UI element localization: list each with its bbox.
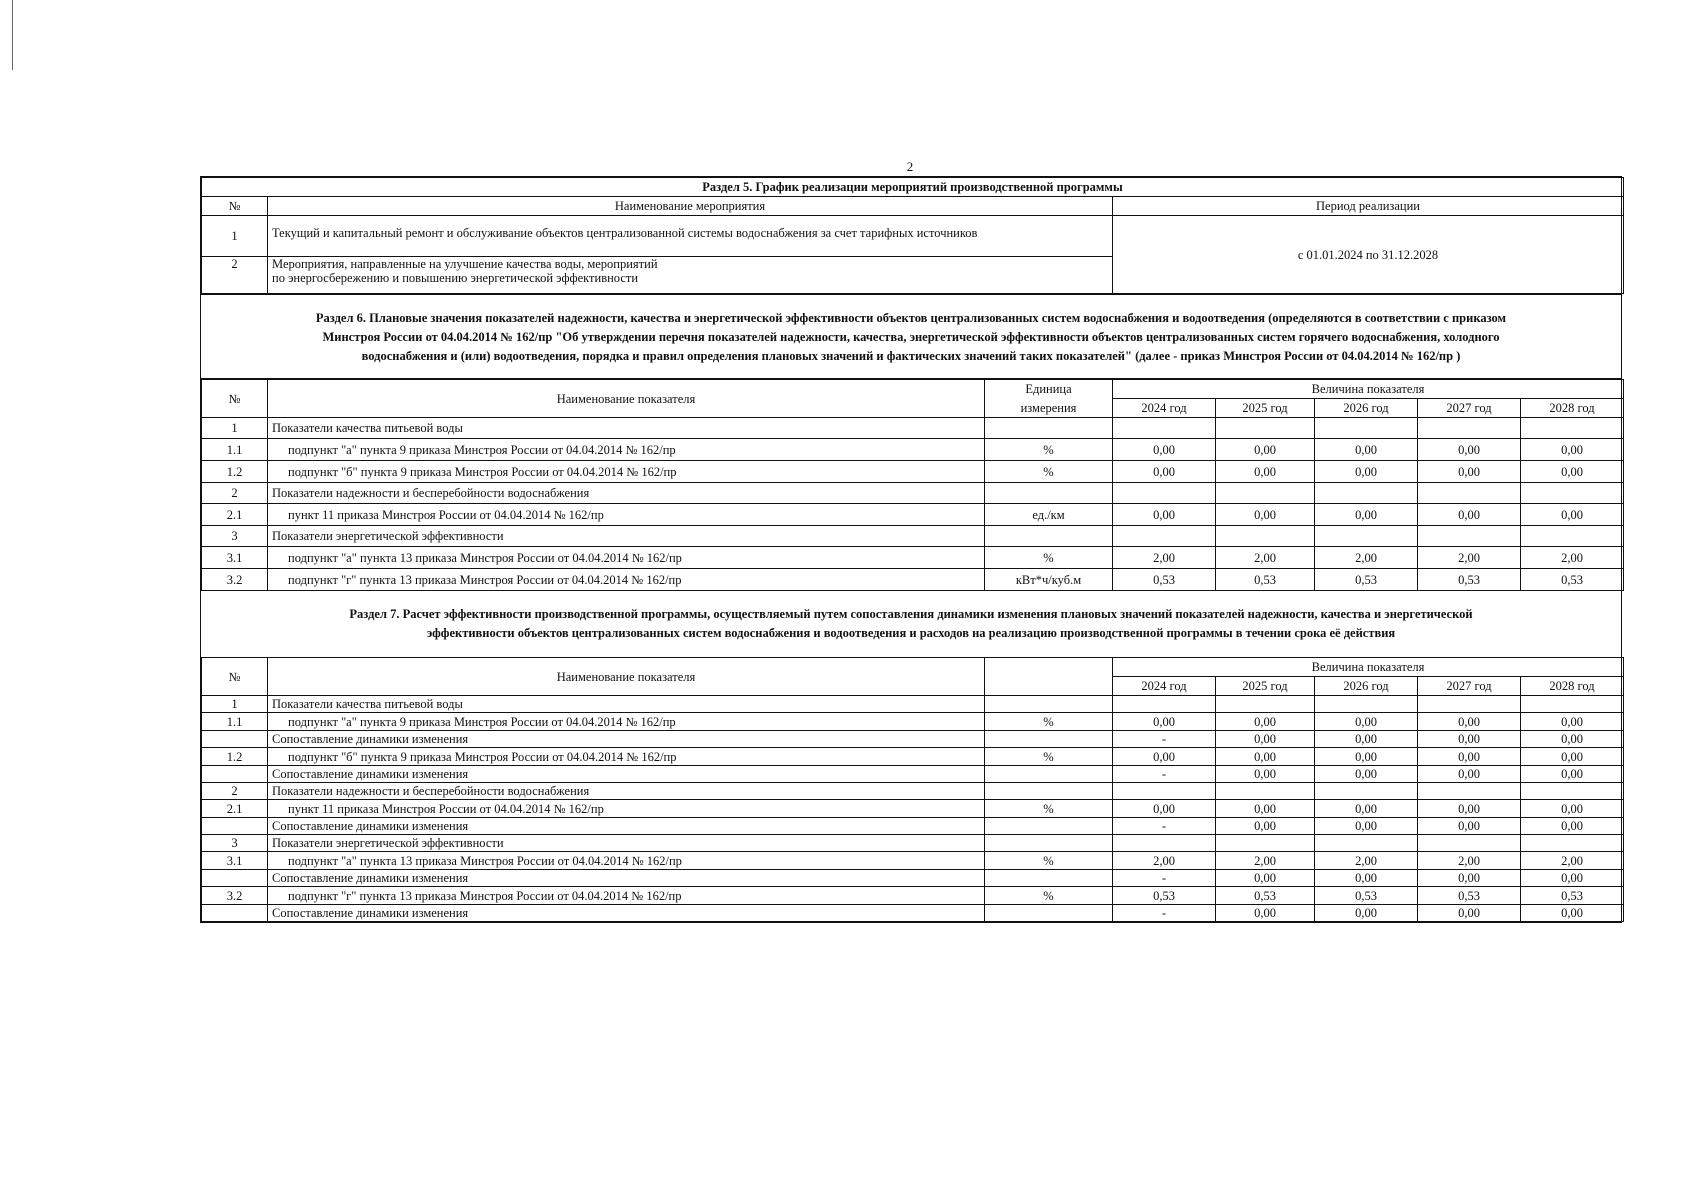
- section6-title-line3: водоснабжения и (или) водоотведения, порядка и правил определения плановых значений и фактических значений таких показателей" (далее - приказ Минстроя России от 04.04.2014 № 162/пр ): [361, 349, 1461, 363]
- indicator-value: [1521, 783, 1624, 800]
- indicator-value: 0,53: [1315, 887, 1418, 905]
- indicator-value: 2,00: [1418, 547, 1521, 569]
- section6-header-unit-line1: Единица: [985, 380, 1113, 399]
- indicator-unit: %: [985, 439, 1113, 461]
- indicator-value: 0,00: [1418, 870, 1521, 887]
- indicator-name: подпункт "а" пункта 9 приказа Минстроя России от 04.04.2014 № 162/пр: [268, 713, 985, 731]
- indicator-value: [1113, 783, 1216, 800]
- section6-header-row-1: [202, 380, 1624, 399]
- indicator-unit: ед./км: [985, 504, 1113, 526]
- section7-header-num: №: [202, 658, 268, 696]
- section6-header-year: 2024 год: [1113, 399, 1216, 418]
- indicator-name: пункт 11 приказа Минстроя России от 04.04.2014 № 162/пр: [268, 504, 985, 526]
- indicator-value: 2,00: [1113, 852, 1216, 870]
- indicator-value: 0,00: [1216, 800, 1315, 818]
- indicator-unit: [985, 835, 1113, 852]
- table-row: [202, 483, 1624, 504]
- indicator-value: 0,53: [1521, 887, 1624, 905]
- binding-margin-line: [12, 0, 13, 70]
- section5-header-row: [202, 197, 1624, 216]
- indicator-value: [1418, 526, 1521, 547]
- table-row: [202, 800, 1624, 818]
- indicator-value: 0,00: [1315, 766, 1418, 783]
- section7-title-line1: Раздел 7. Расчет эффективности производственной программы, осуществляемый путем сопоставления динамики изменения плановых значений показателей надежности, качества и энергетической: [349, 607, 1473, 621]
- table-row: [202, 835, 1624, 852]
- indicator-value: 0,00: [1418, 439, 1521, 461]
- indicator-name: подпункт "г" пункта 13 приказа Минстроя России от 04.04.2014 № 162/пр: [268, 887, 985, 905]
- indicator-value: 0,00: [1315, 800, 1418, 818]
- indicator-unit: [985, 731, 1113, 748]
- indicator-value: 0,53: [1216, 569, 1315, 591]
- indicator-name: подпункт "а" пункта 13 приказа Минстроя России от 04.04.2014 № 162/пр: [268, 547, 985, 569]
- indicator-name: Показатели энергетической эффективности: [268, 526, 985, 547]
- indicator-value: 0,00: [1113, 800, 1216, 818]
- table-row: [202, 526, 1624, 547]
- indicator-value: [1521, 835, 1624, 852]
- indicator-value: 0,00: [1418, 713, 1521, 731]
- table-row: [202, 418, 1624, 439]
- indicator-value: 0,00: [1315, 748, 1418, 766]
- indicator-value: [1216, 835, 1315, 852]
- indicator-value: [1521, 696, 1624, 713]
- indicator-value: [1418, 483, 1521, 504]
- indicator-value: 0,00: [1521, 870, 1624, 887]
- section7-header-year: 2027 год: [1418, 677, 1521, 696]
- indicator-value: -: [1113, 870, 1216, 887]
- indicator-name: подпункт "а" пункта 13 приказа Минстроя России от 04.04.2014 № 162/пр: [268, 852, 985, 870]
- section7-header-year: 2026 год: [1315, 677, 1418, 696]
- indicator-value: 0,00: [1521, 439, 1624, 461]
- row-number: 3.1: [202, 547, 268, 569]
- section6-header-value: Величина показателя: [1113, 380, 1624, 399]
- indicator-value: 0,53: [1418, 887, 1521, 905]
- indicator-name: Сопоставление динамики изменения: [268, 905, 985, 922]
- row-number: [202, 905, 268, 922]
- indicator-unit: [985, 483, 1113, 504]
- indicator-value: 0,00: [1418, 766, 1521, 783]
- indicator-value: 0,00: [1315, 905, 1418, 922]
- indicator-value: 0,00: [1521, 461, 1624, 483]
- indicator-value: [1315, 696, 1418, 713]
- row-number: 1: [202, 696, 268, 713]
- indicator-unit: %: [985, 713, 1113, 731]
- table-row: [202, 766, 1624, 783]
- indicator-name: подпункт "г" пункта 13 приказа Минстроя России от 04.04.2014 № 162/пр: [268, 569, 985, 591]
- indicator-value: [1216, 418, 1315, 439]
- indicator-unit: [985, 766, 1113, 783]
- indicator-value: [1216, 483, 1315, 504]
- indicator-value: -: [1113, 731, 1216, 748]
- indicator-value: 0,00: [1521, 748, 1624, 766]
- indicator-unit: [985, 696, 1113, 713]
- section6-header-name: Наименование показателя: [268, 380, 985, 418]
- table-row: [202, 818, 1624, 835]
- section5-row-name-line1: Мероприятия, направленные на улучшение качества воды, мероприятий: [272, 257, 658, 271]
- indicator-value: 0,00: [1315, 439, 1418, 461]
- row-number: 2.1: [202, 504, 268, 526]
- section5-header-period: Период реализации: [1113, 197, 1624, 216]
- section5-row-name: [268, 257, 1113, 294]
- row-number: [202, 870, 268, 887]
- section7-header-year: 2024 год: [1113, 677, 1216, 696]
- row-number: 2: [202, 783, 268, 800]
- indicator-value: 2,00: [1521, 852, 1624, 870]
- section7-header-name: Наименование показателя: [268, 658, 985, 696]
- table-row: [202, 731, 1624, 748]
- indicator-value: 0,53: [1216, 887, 1315, 905]
- section6-header-unit-line2: измерения: [985, 399, 1113, 418]
- indicator-value: 0,00: [1113, 713, 1216, 731]
- indicator-name: подпункт "а" пункта 9 приказа Минстроя России от 04.04.2014 № 162/пр: [268, 439, 985, 461]
- indicator-value: 0,00: [1113, 461, 1216, 483]
- section5-period-value: с 01.01.2024 по 31.12.2028: [1113, 216, 1624, 294]
- section7-header-unit: [985, 658, 1113, 696]
- indicator-unit: [985, 783, 1113, 800]
- indicator-value: [1216, 696, 1315, 713]
- row-number: 1.1: [202, 439, 268, 461]
- indicator-value: 0,00: [1315, 731, 1418, 748]
- section6-header-num: №: [202, 380, 268, 418]
- indicator-value: [1521, 526, 1624, 547]
- row-number: [202, 766, 268, 783]
- indicator-name: Показатели качества питьевой воды: [268, 696, 985, 713]
- indicator-unit: кВт*ч/куб.м: [985, 569, 1113, 591]
- indicator-name: Сопоставление динамики изменения: [268, 870, 985, 887]
- section5-row-name-line2: по энергосбережению и повышению энергетической эффективности: [272, 271, 639, 285]
- section6-header-year: 2028 год: [1521, 399, 1624, 418]
- row-number: [202, 731, 268, 748]
- indicator-value: 2,00: [1216, 852, 1315, 870]
- indicator-value: -: [1113, 766, 1216, 783]
- indicator-value: 0,00: [1216, 870, 1315, 887]
- indicator-value: [1521, 418, 1624, 439]
- row-number: 1: [202, 418, 268, 439]
- section7-header-year: 2028 год: [1521, 677, 1624, 696]
- indicator-value: [1418, 835, 1521, 852]
- indicator-name: Показатели энергетической эффективности: [268, 835, 985, 852]
- section5-header-num: №: [202, 197, 268, 216]
- indicator-value: 0,53: [1113, 887, 1216, 905]
- section6-header-year: 2025 год: [1216, 399, 1315, 418]
- indicator-value: [1113, 483, 1216, 504]
- indicator-value: 0,00: [1216, 439, 1315, 461]
- indicator-value: 0,00: [1216, 766, 1315, 783]
- table-row: [202, 748, 1624, 766]
- row-number: 3.2: [202, 887, 268, 905]
- indicator-value: [1418, 783, 1521, 800]
- indicator-value: 0,00: [1521, 818, 1624, 835]
- indicator-value: [1315, 483, 1418, 504]
- indicator-value: 0,53: [1315, 569, 1418, 591]
- indicator-name: Сопоставление динамики изменения: [268, 818, 985, 835]
- section6-title-line2: Минстроя России от 04.04.2014 № 162/пр "Об утверждении перечня показателей надежности, качества, энергетической эффективности объектов централизованных систем горячего водоснабжения, холодного: [322, 330, 1500, 344]
- section5-row-1: [202, 216, 1624, 257]
- indicator-value: 0,00: [1521, 504, 1624, 526]
- indicator-value: 0,00: [1216, 713, 1315, 731]
- indicator-value: -: [1113, 818, 1216, 835]
- indicator-value: 0,00: [1418, 905, 1521, 922]
- table-row: [202, 887, 1624, 905]
- row-number: 3.2: [202, 569, 268, 591]
- section5-title: Раздел 5. График реализации мероприятий производственной программы: [202, 178, 1624, 197]
- indicator-name: Сопоставление динамики изменения: [268, 766, 985, 783]
- indicator-value: 0,00: [1521, 766, 1624, 783]
- row-number: 3.1: [202, 852, 268, 870]
- table-row: [202, 569, 1624, 591]
- row-number: [202, 818, 268, 835]
- indicator-value: 0,00: [1418, 461, 1521, 483]
- table-row: [202, 713, 1624, 731]
- indicator-unit: [985, 905, 1113, 922]
- indicator-unit: [985, 870, 1113, 887]
- indicator-value: [1315, 783, 1418, 800]
- indicator-value: [1216, 526, 1315, 547]
- indicator-name: подпункт "б" пункта 9 приказа Минстроя России от 04.04.2014 № 162/пр: [268, 748, 985, 766]
- indicator-unit: [985, 418, 1113, 439]
- section7-header-year: 2025 год: [1216, 677, 1315, 696]
- table-row: [202, 504, 1624, 526]
- section6-header-year: 2027 год: [1418, 399, 1521, 418]
- indicator-value: 0,53: [1113, 569, 1216, 591]
- indicator-value: 2,00: [1418, 852, 1521, 870]
- table-row: [202, 905, 1624, 922]
- indicator-unit: %: [985, 887, 1113, 905]
- indicator-value: 0,00: [1315, 504, 1418, 526]
- indicator-value: 0,00: [1113, 439, 1216, 461]
- table-row: [202, 783, 1624, 800]
- indicator-unit: %: [985, 852, 1113, 870]
- indicator-value: 2,00: [1113, 547, 1216, 569]
- section7-title-line2: эффективности объектов централизованных систем водоснабжения и водоотведения и расходов на реализацию производственной программы в течении срока её действия: [426, 626, 1396, 640]
- indicator-value: [1418, 696, 1521, 713]
- indicator-unit: %: [985, 461, 1113, 483]
- section6-title: [201, 294, 1621, 379]
- indicator-value: [1216, 783, 1315, 800]
- section7-header-row-1: [202, 658, 1624, 677]
- indicator-value: [1113, 835, 1216, 852]
- section5-table: [201, 177, 1624, 294]
- indicator-value: 2,00: [1315, 547, 1418, 569]
- indicator-unit: %: [985, 800, 1113, 818]
- section5-row-num: 1: [202, 216, 268, 257]
- row-number: 2: [202, 483, 268, 504]
- page-number: 2: [906, 159, 914, 174]
- row-number: 1.2: [202, 461, 268, 483]
- indicator-value: 0,53: [1418, 569, 1521, 591]
- indicator-value: 0,00: [1113, 504, 1216, 526]
- indicator-name: Сопоставление динамики изменения: [268, 731, 985, 748]
- indicator-value: 0,00: [1418, 800, 1521, 818]
- table-row: [202, 547, 1624, 569]
- indicator-value: 0,00: [1216, 818, 1315, 835]
- indicator-unit: %: [985, 748, 1113, 766]
- table-row: [202, 870, 1624, 887]
- indicator-value: 0,00: [1216, 504, 1315, 526]
- indicator-value: [1113, 418, 1216, 439]
- row-number: 2.1: [202, 800, 268, 818]
- document-sheet: [200, 176, 1622, 923]
- indicator-value: [1418, 418, 1521, 439]
- indicator-value: 2,00: [1216, 547, 1315, 569]
- section5-row-num: 2: [202, 257, 268, 294]
- indicator-value: 0,00: [1315, 461, 1418, 483]
- indicator-value: [1315, 835, 1418, 852]
- indicator-value: 0,53: [1521, 569, 1624, 591]
- indicator-unit: %: [985, 547, 1113, 569]
- indicator-value: 0,00: [1418, 748, 1521, 766]
- indicator-value: 0,00: [1521, 713, 1624, 731]
- section6-title-line1: Раздел 6. Плановые значения показателей надежности, качества и энергетической эффективности объектов централизованных систем водоснабжения и водоотведения (определяются в соответствии с приказом: [315, 311, 1507, 325]
- indicator-value: 0,00: [1216, 905, 1315, 922]
- table-row: [202, 439, 1624, 461]
- indicator-value: 0,00: [1216, 731, 1315, 748]
- section5-row-name: Текущий и капитальный ремонт и обслуживание объектов централизованной системы водоснабжения за счет тарифных источников: [268, 216, 1113, 257]
- indicator-value: [1521, 483, 1624, 504]
- indicator-value: 0,00: [1521, 800, 1624, 818]
- indicator-value: 0,00: [1315, 713, 1418, 731]
- section5-title-row: [202, 178, 1624, 197]
- row-number: 3: [202, 526, 268, 547]
- indicator-name: Показатели надежности и бесперебойности водоснабжения: [268, 783, 985, 800]
- indicator-value: 0,00: [1113, 748, 1216, 766]
- indicator-value: 2,00: [1521, 547, 1624, 569]
- indicator-value: 0,00: [1418, 731, 1521, 748]
- section7-header-value: Величина показателя: [1113, 658, 1624, 677]
- indicator-value: 0,00: [1418, 818, 1521, 835]
- table-row: [202, 852, 1624, 870]
- section6-table: [201, 379, 1624, 591]
- indicator-name: пункт 11 приказа Минстроя России от 04.04.2014 № 162/пр: [268, 800, 985, 818]
- indicator-value: 0,00: [1315, 870, 1418, 887]
- row-number: 3: [202, 835, 268, 852]
- table-row: [202, 461, 1624, 483]
- indicator-unit: [985, 818, 1113, 835]
- row-number: 1.2: [202, 748, 268, 766]
- indicator-value: [1315, 526, 1418, 547]
- indicator-value: 0,00: [1216, 461, 1315, 483]
- indicator-value: 0,00: [1216, 748, 1315, 766]
- indicator-value: [1113, 696, 1216, 713]
- indicator-name: подпункт "б" пункта 9 приказа Минстроя России от 04.04.2014 № 162/пр: [268, 461, 985, 483]
- section7-table: [201, 657, 1624, 922]
- indicator-value: [1113, 526, 1216, 547]
- indicator-value: 0,00: [1315, 818, 1418, 835]
- indicator-value: [1315, 418, 1418, 439]
- indicator-name: Показатели надежности и бесперебойности водоснабжения: [268, 483, 985, 504]
- indicator-value: 2,00: [1315, 852, 1418, 870]
- section6-header-year: 2026 год: [1315, 399, 1418, 418]
- indicator-value: -: [1113, 905, 1216, 922]
- indicator-value: 0,00: [1521, 905, 1624, 922]
- table-row: [202, 696, 1624, 713]
- section7-title: [201, 591, 1621, 657]
- indicator-value: 0,00: [1418, 504, 1521, 526]
- indicator-value: 0,00: [1521, 731, 1624, 748]
- indicator-name: Показатели качества питьевой воды: [268, 418, 985, 439]
- section5-header-name: Наименование мероприятия: [268, 197, 1113, 216]
- row-number: 1.1: [202, 713, 268, 731]
- indicator-unit: [985, 526, 1113, 547]
